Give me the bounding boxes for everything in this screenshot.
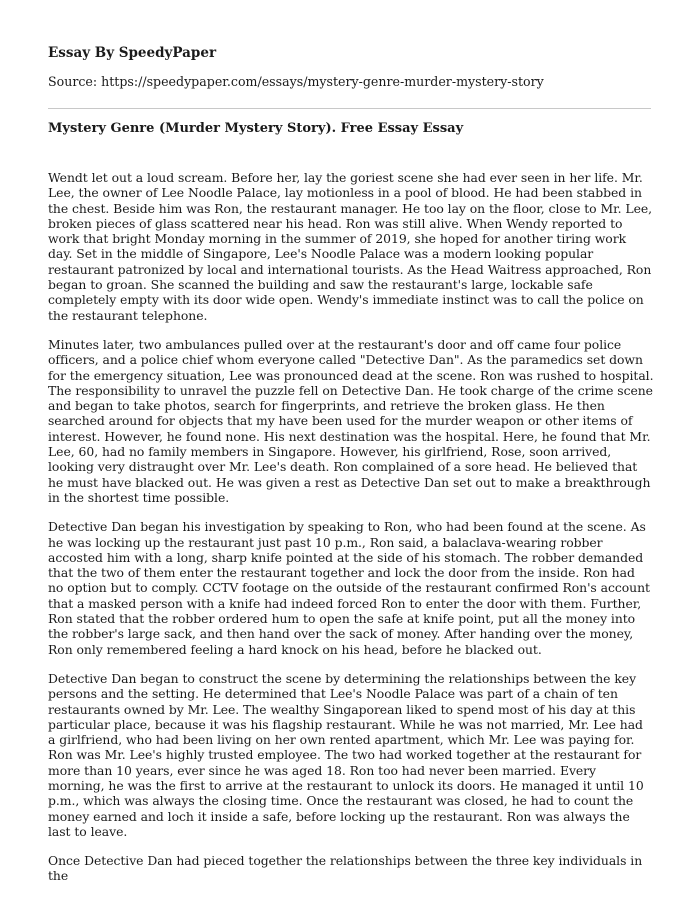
essay-title: Mystery Genre (Murder Mystery Story). Free Essay Essay (48, 121, 464, 136)
paragraph-1: Wendt let out a loud scream. Before her, lay the goriest scene she had ever seen in her life. Mr. Lee, the owner of Lee Noodle Palace, lay motionless in a pool of blood. He had been stabbed in the chest. Beside him was Ron, the restaurant manager. He too lay on the floor, close to Mr. Lee, broken pieces of glass scattered near his head. Ron was still alive. When Wendy reported to work that bright Monday morning in the summer of 2019, she hoped for another tiring work day. Set in the middle of Singapore, Lee's Noodle Palace was a modern looking popular restaurant patronized by local and international tourists. As the Head Waitress approached, Ron began to groan. She scanned the building and saw the restaurant's large, lockable safe completely empty with its door wide open. Wendy's immediate instinct was to call the police on the restaurant telephone. (48, 170, 653, 323)
source-line: Source: https://speedypaper.com/essays/mystery-genre-murder-mystery-story (48, 74, 544, 89)
essay-body (48, 170, 654, 898)
divider (48, 108, 651, 109)
site-title: Essay By SpeedyPaper (48, 45, 217, 61)
paragraph-3: Detective Dan began his investigation by speaking to Ron, who had been found at the scene. As he was locking up the restaurant just past 10 p.m., Ron said, a balaclava-wearing robber accosted him with a long, sharp knife pointed at the side of his stomach. The robber demanded that the two of them enter the restaurant together and lock the door from the inside. Ron had no option but to comply. CCTV footage on the outside of the restaurant confirmed Ron's account that a masked person with a knife had indeed forced Ron to enter the door with them. Further, Ron stated that the robber ordered hum to open the safe at knife point, put all the money into the robber's large sack, and then hand over the sack of money. After handing over the money, Ron only remembered feeling a hard knock on his head, before he blacked out. (48, 519, 650, 657)
paragraph-4: Detective Dan began to construct the scene by determining the relationships between the key persons and the setting. He determined that Lee's Noodle Palace was part of a chain of ten restaurants owned by Mr. Lee. The wealthy Singaporean liked to spend most of his day at this particular place, because it was his flagship restaurant. While he was not married, Mr. Lee had a girlfriend, who had been living on her own rented apartment, which Mr. Lee was paying for. Ron was Mr. Lee's highly trusted employee. The two had worked together at the restaurant for more than 10 years, ever since he was aged 18. Ron too had never been married. Every morning, he was the first to arrive at the restaurant to unlock its doors. He managed it until 10 p.m., which was always the closing time. Once the restaurant was closed, he had to count the money earned and loch it inside a safe, before locking up the restaurant. Ron was always the last to leave. (48, 670, 644, 839)
paragraph-2: Minutes later, two ambulances pulled over at the restaurant's door and off came four police officers, and a police chief whom everyone called "Detective Dan". As the paramedics set down for the emergency situation, Lee was pronounced dead at the scene. Ron was rushed to hospital. The responsibility to unravel the puzzle fell on Detective Dan. He took charge of the crime scene and began to take photos, search for fingerprints, and retrieve the broken glass. He then searched around for objects that my have been used for the murder weapon or other items of interest. However, he found none. His next destination was the hospital. Here, he found that Mr. Lee, 60, had no family members in Singapore. However, his girlfriend, Rose, soon arrived, looking very distraught over Mr. Lee's death. Ron complained of a sore head. He believed that he must have blacked out. He was given a rest as Detective Dan set out to make a breakthrough in the shortest time possible. (48, 336, 654, 505)
paragraph-5: Once Detective Dan had pieced together the relationships between the three key individuals in the (48, 853, 643, 884)
